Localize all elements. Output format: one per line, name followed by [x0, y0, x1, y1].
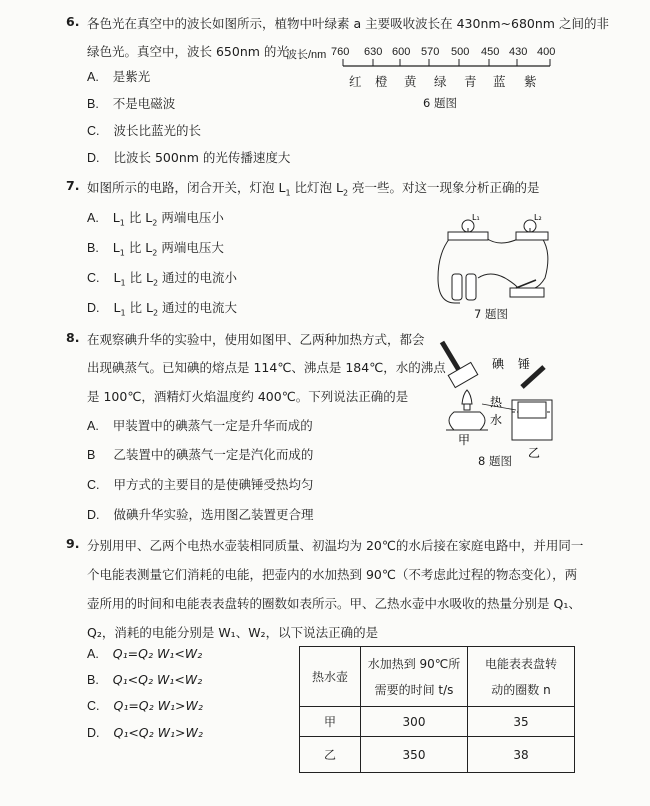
label-jia: 甲: [458, 433, 471, 447]
option-letter: D.: [87, 151, 100, 165]
q6-option-b[interactable]: [87, 94, 175, 112]
q8-option-a[interactable]: A. 甲装置中的碘蒸气一定是升华而成的: [87, 418, 313, 433]
q8-stem-line1: 在观察碘升华的实验中，使用如图甲、乙两种加热方式，都会: [87, 332, 425, 347]
label-yi: 乙: [528, 446, 541, 460]
label-hammer: 锤: [518, 357, 531, 371]
q7-option-c[interactable]: C. $L_1$ 比 $L_2$ 通过的电流小: [87, 270, 238, 288]
q8-number: 8.: [66, 330, 80, 345]
wavelength-axis-label: 波长/nm: [286, 49, 327, 61]
tick-label: 760: [331, 46, 350, 58]
header-turns: 电能表表盘转 动的圈数 n: [468, 647, 575, 707]
option-letter: A.: [87, 70, 99, 84]
tick-label: 570: [421, 46, 440, 58]
option-letter: C.: [87, 124, 100, 138]
color-label: 绿: [434, 74, 447, 89]
option-letter: B.: [87, 97, 99, 111]
cell-turns: 35: [468, 707, 575, 737]
color-label: 橙: [375, 74, 388, 89]
lamp1-label: L₁: [472, 213, 480, 222]
cell-kettle: 乙: [300, 737, 361, 773]
option-text: 是紫光: [112, 69, 151, 84]
table-header-row: [300, 647, 575, 707]
q9-stem-line2: 个电能表测量它们消耗的电能，把壶内的水加热到 90℃（不考虑此过程的物态变化），两: [87, 567, 578, 582]
color-label: 红: [349, 74, 362, 89]
q6-stem-line1: 各色光在真空中的波长如图所示，植物中叶绿素 a 主要吸收波长在 430nm~680nm 之间的非: [87, 16, 609, 31]
kettle-data-table: [299, 646, 575, 773]
q9-stem-line1: 分别用甲、乙两个电热水壶装相同质量、初温均为 20℃的水后接在家庭电路中，并用同一: [87, 538, 584, 553]
circuit-diagram: [430, 208, 555, 318]
tick-label: 600: [392, 46, 411, 58]
q9-option-c[interactable]: C. Q₁=Q₂ W₁>W₂: [87, 698, 203, 713]
header-kettle: 热水壶: [300, 647, 361, 707]
q7-stem: 如图所示的电路，闭合开关，灯泡 $L_1$ 比灯泡 $L_2$ 亮一些。对这一现象分析正确的是: [87, 180, 540, 198]
color-label: 紫: [524, 74, 537, 89]
q7-option-a[interactable]: A. $L_1$ 比 $L_2$ 两端电压小: [87, 210, 224, 228]
q6-option-d[interactable]: [87, 148, 290, 166]
q8-option-d[interactable]: D. 做碘升华实验，选用图乙装置更合理: [87, 507, 314, 522]
q9-number: 9.: [66, 536, 80, 551]
q6-option-a[interactable]: [87, 67, 150, 85]
tick-label: 630: [364, 46, 383, 58]
q7-number: 7.: [66, 178, 80, 193]
iodine-sublimation-diagram: [432, 332, 562, 460]
q6-stem-line2: 绿色光。真空中，波长 650nm 的光: [87, 44, 289, 59]
option-text: 不是电磁波: [112, 96, 176, 111]
label-hot: 热: [490, 395, 503, 409]
q8-option-b[interactable]: B 乙装置中的碘蒸气一定是汽化而成的: [87, 447, 314, 462]
q7-option-d[interactable]: D. $L_1$ 比 $L_2$ 通过的电流大: [87, 300, 238, 318]
tick-label: 430: [509, 46, 528, 58]
lamp2-label: L₂: [534, 213, 542, 222]
q6-option-c[interactable]: [87, 121, 201, 139]
cell-turns: 38: [468, 737, 575, 773]
figure-caption: 8 题图: [478, 454, 512, 468]
q8-stem-line3: 是 100℃，酒精灯火焰温度约 400℃。下列说法正确的是: [87, 389, 409, 404]
cell-time: 300: [361, 707, 468, 737]
figure-caption: 7 题图: [474, 307, 508, 321]
figure-caption: 6 题图: [423, 96, 457, 110]
q6-number: 6.: [66, 14, 80, 29]
table-row: [300, 707, 575, 737]
q8-option-c[interactable]: C. 甲方式的主要目的是使碘锤受热均匀: [87, 477, 314, 492]
tick-label: 500: [451, 46, 470, 58]
color-label: 黄: [404, 74, 417, 89]
color-label: 蓝: [493, 74, 506, 89]
q9-option-d[interactable]: D. Q₁<Q₂ W₁>W₂: [87, 725, 203, 740]
q8-stem-line2: 出现碘蒸气。已知碘的熔点是 114℃、沸点是 184℃，水的沸点: [87, 360, 446, 375]
q9-stem-line3: 壶所用的时间和电能表表盘转的圈数如表所示。甲、乙热水壶中水吸收的热量分别是 Q₁、: [87, 596, 581, 611]
wavelength-scale-bar: [340, 58, 555, 72]
option-text: 比波长 500nm 的光传播速度大: [113, 150, 291, 165]
q7-option-b[interactable]: B. $L_1$ 比 $L_2$ 两端电压大: [87, 240, 224, 258]
q9-option-a[interactable]: A. Q₁=Q₂ W₁<W₂: [87, 646, 203, 661]
cell-kettle: 甲: [300, 707, 361, 737]
q9-option-b[interactable]: B. Q₁<Q₂ W₁<W₂: [87, 672, 203, 687]
table-row: [300, 737, 575, 773]
label-water: 水: [490, 413, 503, 427]
label-iodine: 碘: [492, 357, 505, 371]
option-text: 波长比蓝光的长: [113, 123, 201, 138]
cell-time: 350: [361, 737, 468, 773]
tick-label: 450: [481, 46, 500, 58]
q9-stem-line4: Q₂，消耗的电能分别是 W₁、W₂，以下说法正确的是: [87, 625, 379, 640]
tick-label: 400: [537, 46, 556, 58]
header-time: 水加热到 90℃所 需要的时间 t/s: [361, 647, 468, 707]
color-label: 青: [464, 74, 477, 89]
